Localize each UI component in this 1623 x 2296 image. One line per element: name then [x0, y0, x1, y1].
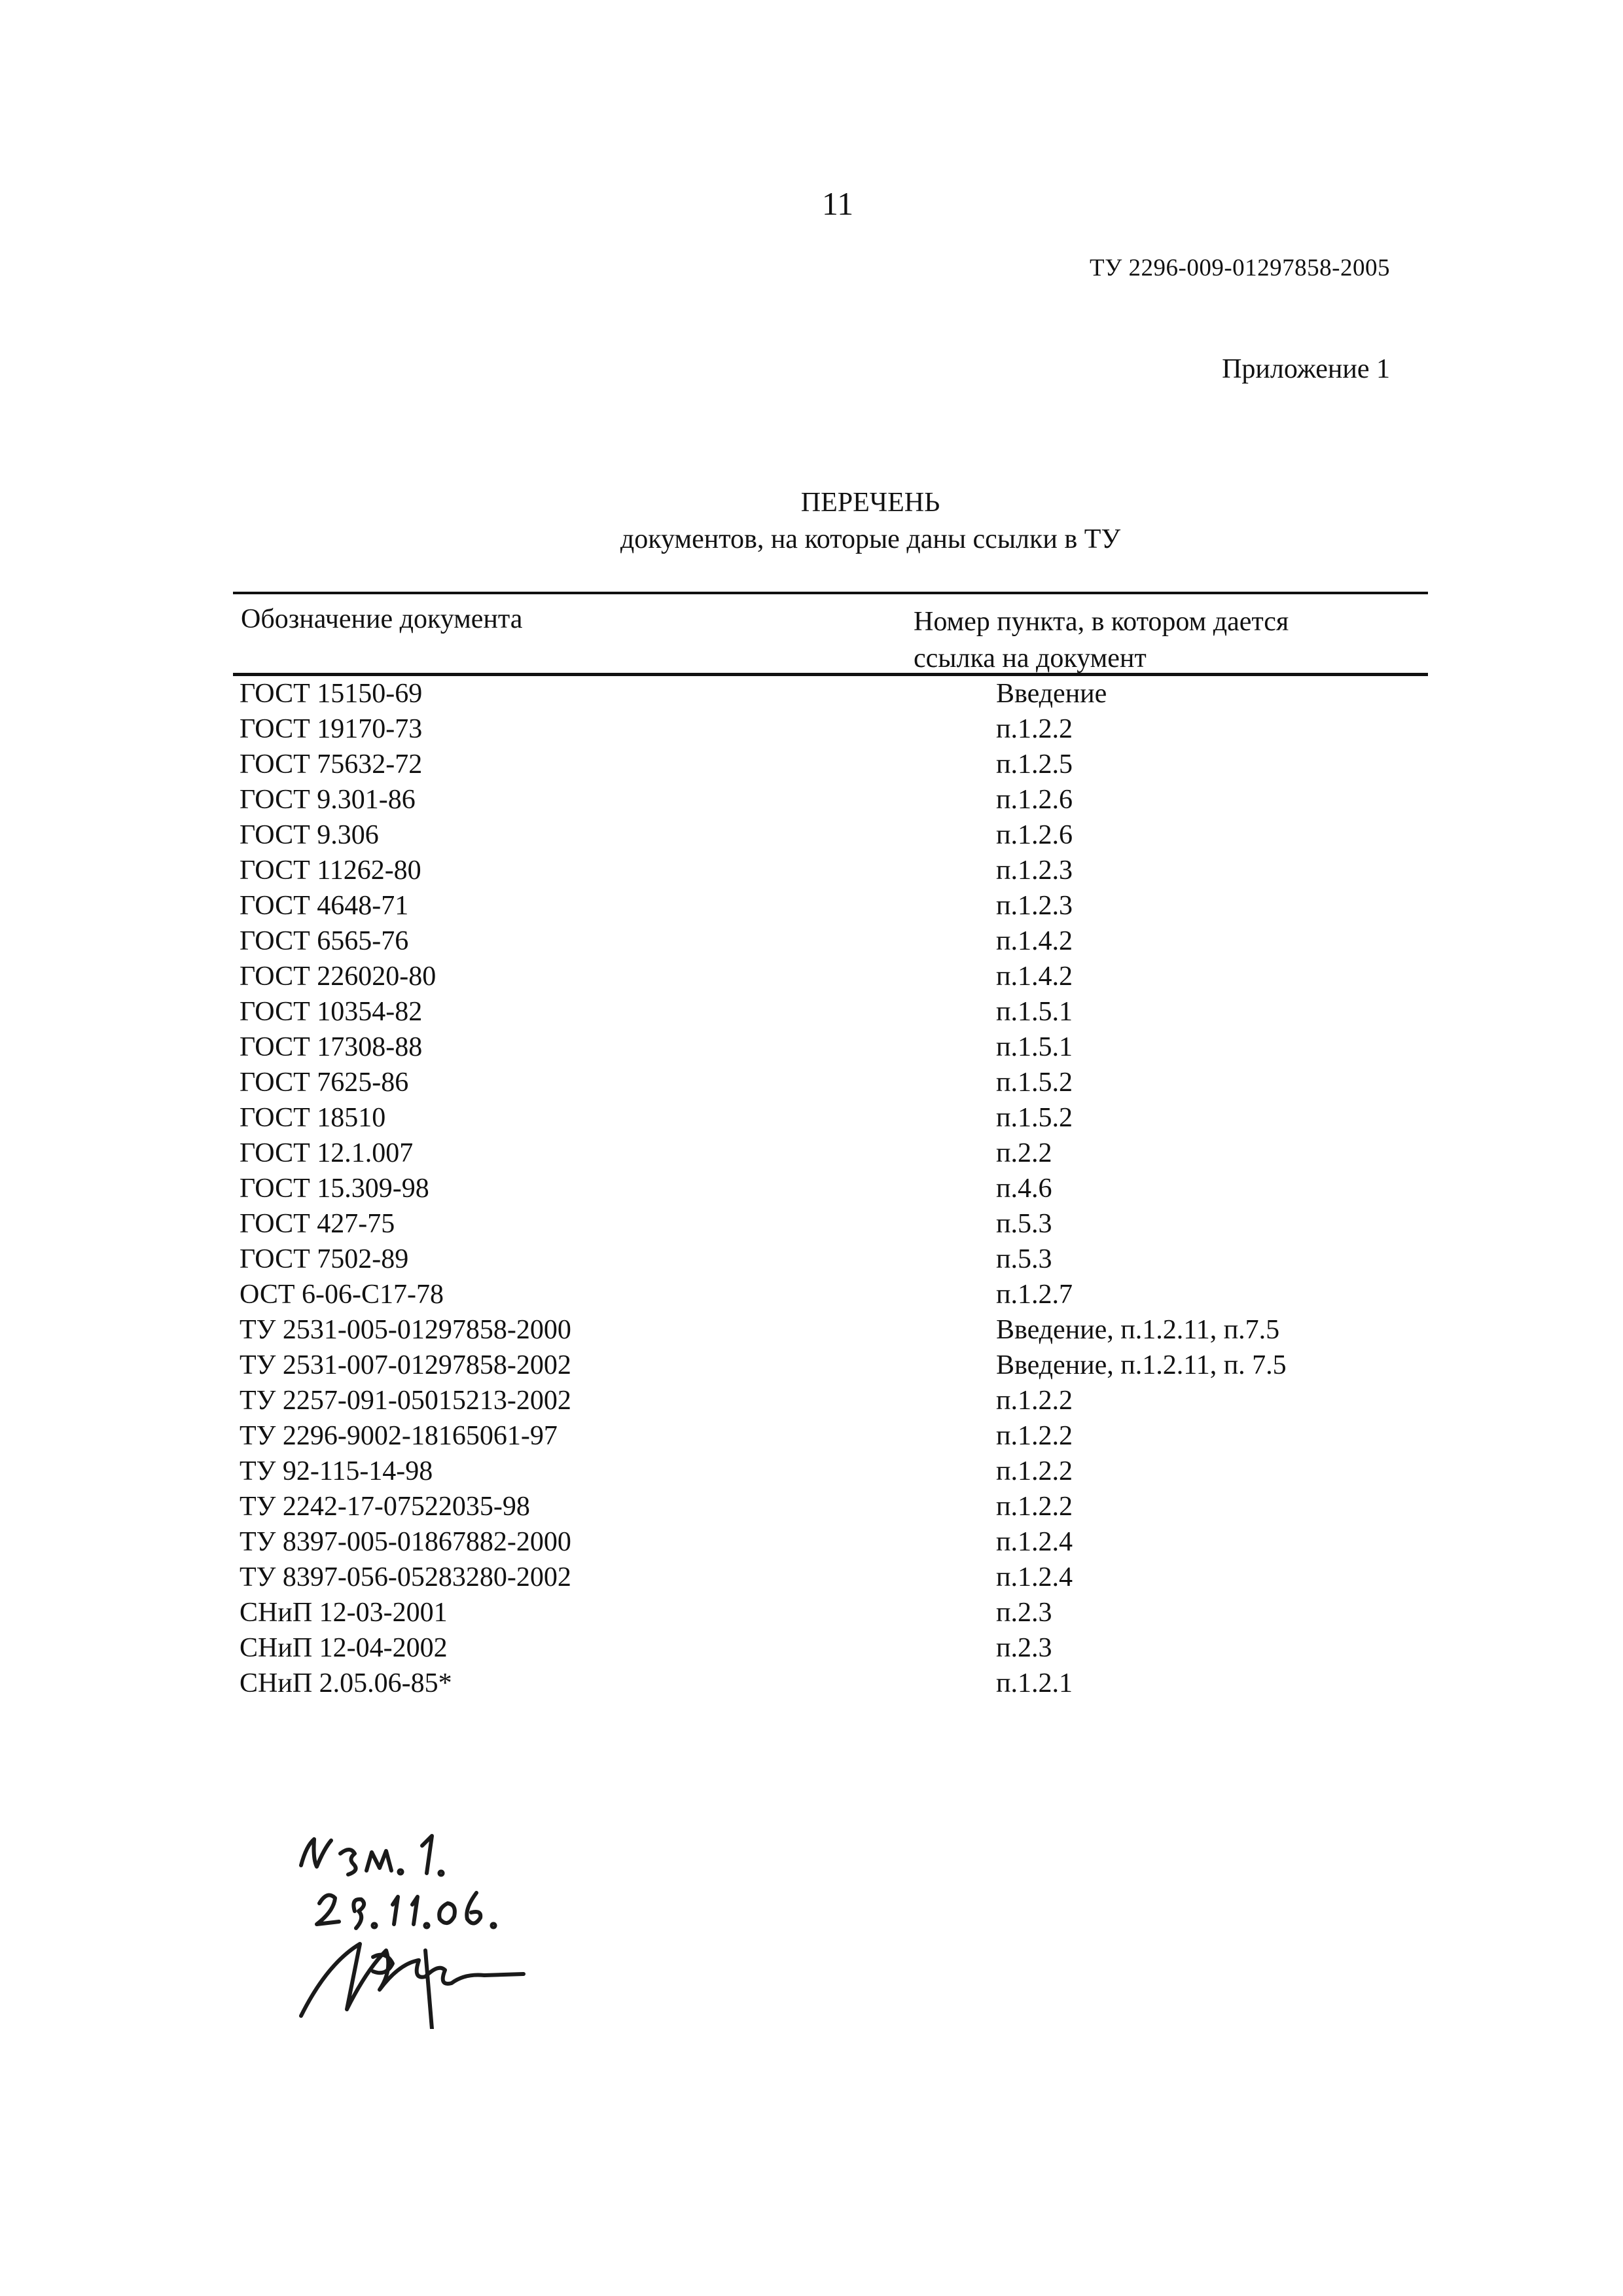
clause-reference: п.1.5.1 [996, 997, 1073, 1027]
document-designation: ТУ 2531-005-01297858-2000 [240, 1315, 571, 1345]
document-designation: ГОСТ 7625-86 [240, 1067, 409, 1098]
table-row [233, 1100, 1428, 1136]
document-designation: ГОСТ 15150-69 [240, 679, 423, 709]
clause-reference: п.1.2.2 [996, 714, 1073, 744]
document-designation: ТУ 8397-005-01867882-2000 [240, 1527, 571, 1557]
document-code: ТУ 2296-009-01297858-2005 [1089, 255, 1390, 281]
document-designation: СНиП 12-04-2002 [240, 1633, 448, 1663]
clause-reference: п.1.2.3 [996, 855, 1073, 886]
table-row [233, 1383, 1428, 1418]
table-row [233, 1065, 1428, 1100]
document-designation: ТУ 2531-007-01297858-2002 [240, 1350, 571, 1380]
clause-reference: п.1.2.2 [996, 1386, 1073, 1416]
document-designation: ТУ 8397-056-05283280-2002 [240, 1562, 571, 1592]
reference-table [233, 592, 1428, 1701]
clause-reference: п.1.2.2 [996, 1456, 1073, 1486]
document-designation: ТУ 92-115-14-98 [240, 1456, 433, 1486]
clause-reference: п.5.3 [996, 1244, 1052, 1274]
clause-reference: п.1.2.6 [996, 785, 1073, 815]
clause-reference: п.1.2.2 [996, 1421, 1073, 1451]
page-number: 11 [821, 185, 854, 222]
table-row [233, 1206, 1428, 1242]
table-body [233, 676, 1428, 1701]
clause-reference: п.2.3 [996, 1633, 1052, 1663]
table-row [233, 711, 1428, 747]
appendix-label: Приложение 1 [1222, 354, 1390, 384]
clause-reference: п.2.3 [996, 1598, 1052, 1628]
clause-reference: п.1.2.7 [996, 1280, 1073, 1310]
table-row [233, 817, 1428, 853]
document-designation: ГОСТ 10354-82 [240, 997, 423, 1027]
clause-reference: п.1.5.2 [996, 1067, 1073, 1098]
table-row [233, 1489, 1428, 1524]
document-designation: ГОСТ 9.306 [240, 820, 379, 850]
clause-reference: п.1.5.1 [996, 1032, 1073, 1062]
table-row [233, 676, 1428, 711]
table-header [233, 594, 1428, 673]
document-designation: ГОСТ 427-75 [240, 1209, 395, 1239]
clause-reference: Введение [996, 679, 1107, 709]
clause-reference: п.1.2.5 [996, 749, 1073, 780]
document-designation: ТУ 2257-091-05015213-2002 [240, 1386, 571, 1416]
table-row [233, 782, 1428, 817]
table-row [233, 1666, 1428, 1701]
clause-reference: п.2.2 [996, 1138, 1052, 1168]
handwritten-signature-icon [288, 1820, 563, 2029]
document-designation: ГОСТ 18510 [240, 1103, 386, 1133]
clause-reference: Введение, п.1.2.11, п.7.5 [996, 1315, 1280, 1345]
table-row [233, 994, 1428, 1030]
clause-reference: п.1.5.2 [996, 1103, 1073, 1133]
table-row [233, 959, 1428, 994]
document-designation: ГОСТ 12.1.007 [240, 1138, 414, 1168]
header-document: Обозначение документа [241, 604, 523, 634]
clause-reference: п.1.2.2 [996, 1492, 1073, 1522]
header-clause-line2: ссылка на документ [914, 643, 1147, 673]
document-designation: ГОСТ 9.301-86 [240, 785, 416, 815]
clause-reference: п.1.4.2 [996, 926, 1073, 956]
clause-reference: п.1.2.4 [996, 1527, 1073, 1557]
list-subtitle: документов, на которые даны ссылки в ТУ [620, 524, 1121, 554]
clause-reference: п.1.2.1 [996, 1668, 1073, 1698]
document-designation: СНиП 2.05.06-85* [240, 1668, 452, 1698]
document-designation: ГОСТ 17308-88 [240, 1032, 423, 1062]
table-row [233, 1136, 1428, 1171]
clause-reference: п.4.6 [996, 1174, 1052, 1204]
clause-reference: п.1.2.4 [996, 1562, 1073, 1592]
document-designation: ГОСТ 226020-80 [240, 961, 437, 992]
table-row [233, 1418, 1428, 1454]
header-clause-line1: Номер пункта, в котором дается [914, 607, 1289, 637]
document-designation: ТУ 2296-9002-18165061-97 [240, 1421, 558, 1451]
document-designation: ГОСТ 15.309-98 [240, 1174, 429, 1204]
clause-reference: п.1.4.2 [996, 961, 1073, 992]
table-row [233, 1524, 1428, 1560]
table-row [233, 853, 1428, 888]
table-row [233, 1030, 1428, 1065]
table-row [233, 747, 1428, 782]
table-row [233, 1348, 1428, 1383]
clause-reference: п.1.2.3 [996, 891, 1073, 921]
header-clause [914, 603, 1385, 677]
table-row [233, 1242, 1428, 1277]
document-designation: ТУ 2242-17-07522035-98 [240, 1492, 530, 1522]
table-row [233, 888, 1428, 924]
table-row [233, 1630, 1428, 1666]
clause-reference: п.5.3 [996, 1209, 1052, 1239]
table-row [233, 1454, 1428, 1489]
document-designation: СНиП 12-03-2001 [240, 1598, 448, 1628]
document-designation: ГОСТ 11262-80 [240, 855, 421, 886]
document-designation: ГОСТ 7502-89 [240, 1244, 409, 1274]
clause-reference: п.1.2.6 [996, 820, 1073, 850]
document-designation: ГОСТ 4648-71 [240, 891, 409, 921]
document-designation: ГОСТ 6565-76 [240, 926, 409, 956]
table-row [233, 1171, 1428, 1206]
handwritten-note [288, 1820, 563, 2029]
table-row [233, 1560, 1428, 1595]
document-designation: ОСТ 6-06-С17-78 [240, 1280, 444, 1310]
clause-reference: Введение, п.1.2.11, п. 7.5 [996, 1350, 1287, 1380]
document-designation: ГОСТ 19170-73 [240, 714, 423, 744]
table-row [233, 1277, 1428, 1312]
document-designation: ГОСТ 75632-72 [240, 749, 423, 780]
table-row [233, 924, 1428, 959]
table-row [233, 1595, 1428, 1630]
list-title: ПЕРЕЧЕНЬ [800, 488, 940, 518]
table-row [233, 1312, 1428, 1348]
